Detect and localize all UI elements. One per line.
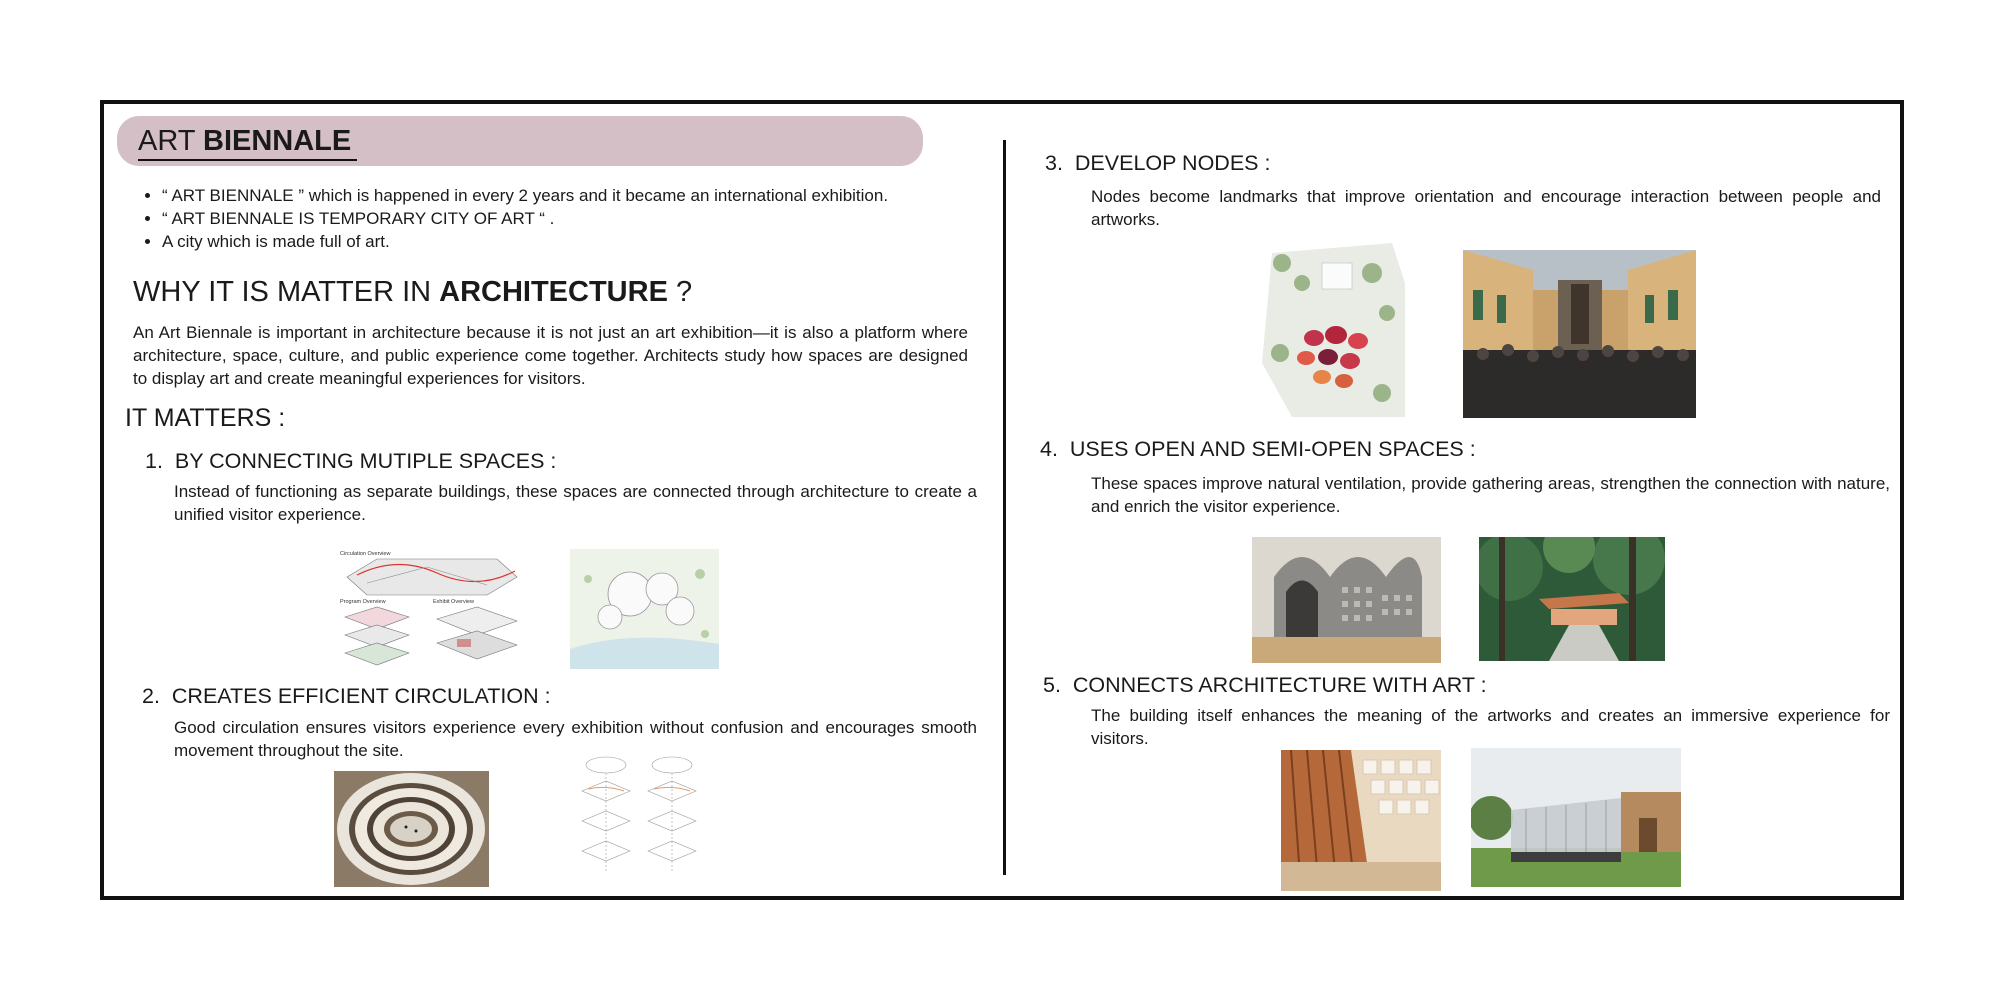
circulation-overview-diagram <box>337 547 523 669</box>
glass-pavilion-photo <box>1471 748 1681 887</box>
title-bold: BIENNALE <box>203 125 352 157</box>
item-2-text: Good circulation ensures visitors experience every exhibition without confusion and encourages smooth movement throughout the site. <box>174 718 977 760</box>
page-title <box>138 123 357 161</box>
spiral-atrium-photo <box>334 771 489 887</box>
program-overview-label: Program Overview <box>340 599 386 605</box>
item-4-text: These spaces improve natural ventilation, provide gathering areas, strengthen the connection with nature, and enrich the visitor experience. <box>1091 474 1890 516</box>
exhibit-overview-label: Exhibit Overview <box>433 599 474 605</box>
item-3-heading <box>1045 149 1270 177</box>
it-matters-heading: IT MATTERS : <box>125 404 286 432</box>
vaulted-pavilion-photo <box>1252 537 1441 663</box>
column-divider <box>1003 140 1006 875</box>
garden-pavilion-photo <box>1479 537 1665 661</box>
why-paragraph: An Art Biennale is important in architecture because it is not just an art exhibition—it is also a platform where architecture, space, culture, and public experience come together. Architects study how spaces are designed to display art and create meaningful experiences for visitors. <box>133 323 968 388</box>
circulation-exploded-diagram <box>568 751 710 891</box>
item-5-heading <box>1043 671 1487 699</box>
timber-lattice-interior-photo <box>1281 750 1441 891</box>
courtyard-crowd-photo <box>1463 250 1696 418</box>
item-number: 3. <box>1045 151 1063 175</box>
why-heading-suffix: ? <box>667 276 693 308</box>
nodes-site-plan <box>1262 243 1405 417</box>
item-heading-text: CREATES EFFICIENT CIRCULATION : <box>171 684 551 708</box>
why-heading-prefix: WHY IT IS MATTER IN <box>133 276 440 308</box>
intro-bullet-list <box>140 184 888 253</box>
item-heading-text: CONNECTS ARCHITECTURE WITH ART : <box>1072 673 1487 697</box>
intro-bullet: • “ ART BIENNALE IS TEMPORARY CITY OF ART “ . <box>162 207 888 230</box>
item-heading-text: BY CONNECTING MUTIPLE SPACES : <box>174 449 557 473</box>
item-number: 2. <box>142 684 160 708</box>
why-heading <box>133 274 692 310</box>
item-1-heading <box>145 447 556 475</box>
why-heading-bold: ARCHITECTURE <box>439 276 668 308</box>
item-heading-text: DEVELOP NODES : <box>1074 151 1271 175</box>
title-prefix: ART <box>138 125 204 157</box>
item-2-heading <box>142 682 551 710</box>
circulation-overview-label: Circulation Overview <box>340 551 391 557</box>
item-number: 5. <box>1043 673 1061 697</box>
item-5-text: The building itself enhances the meaning of the artworks and creates an immersive experience for visitors. <box>1091 706 1890 748</box>
item-number: 4. <box>1040 437 1058 461</box>
site-plan-image <box>570 549 719 669</box>
item-3-text: Nodes become landmarks that improve orientation and encourage interaction between people and artworks. <box>1091 187 1881 229</box>
intro-bullet: • “ ART BIENNALE ” which is happened in every 2 years and it became an international exhibition. <box>162 184 888 207</box>
item-number: 1. <box>145 449 163 473</box>
item-4-heading <box>1040 435 1476 463</box>
item-1-text: Instead of functioning as separate buildings, these spaces are connected through architecture to create a unified visitor experience. <box>174 482 977 524</box>
item-heading-text: USES OPEN AND SEMI-OPEN SPACES : <box>1069 437 1476 461</box>
intro-bullet: • A city which is made full of art. <box>162 230 888 253</box>
